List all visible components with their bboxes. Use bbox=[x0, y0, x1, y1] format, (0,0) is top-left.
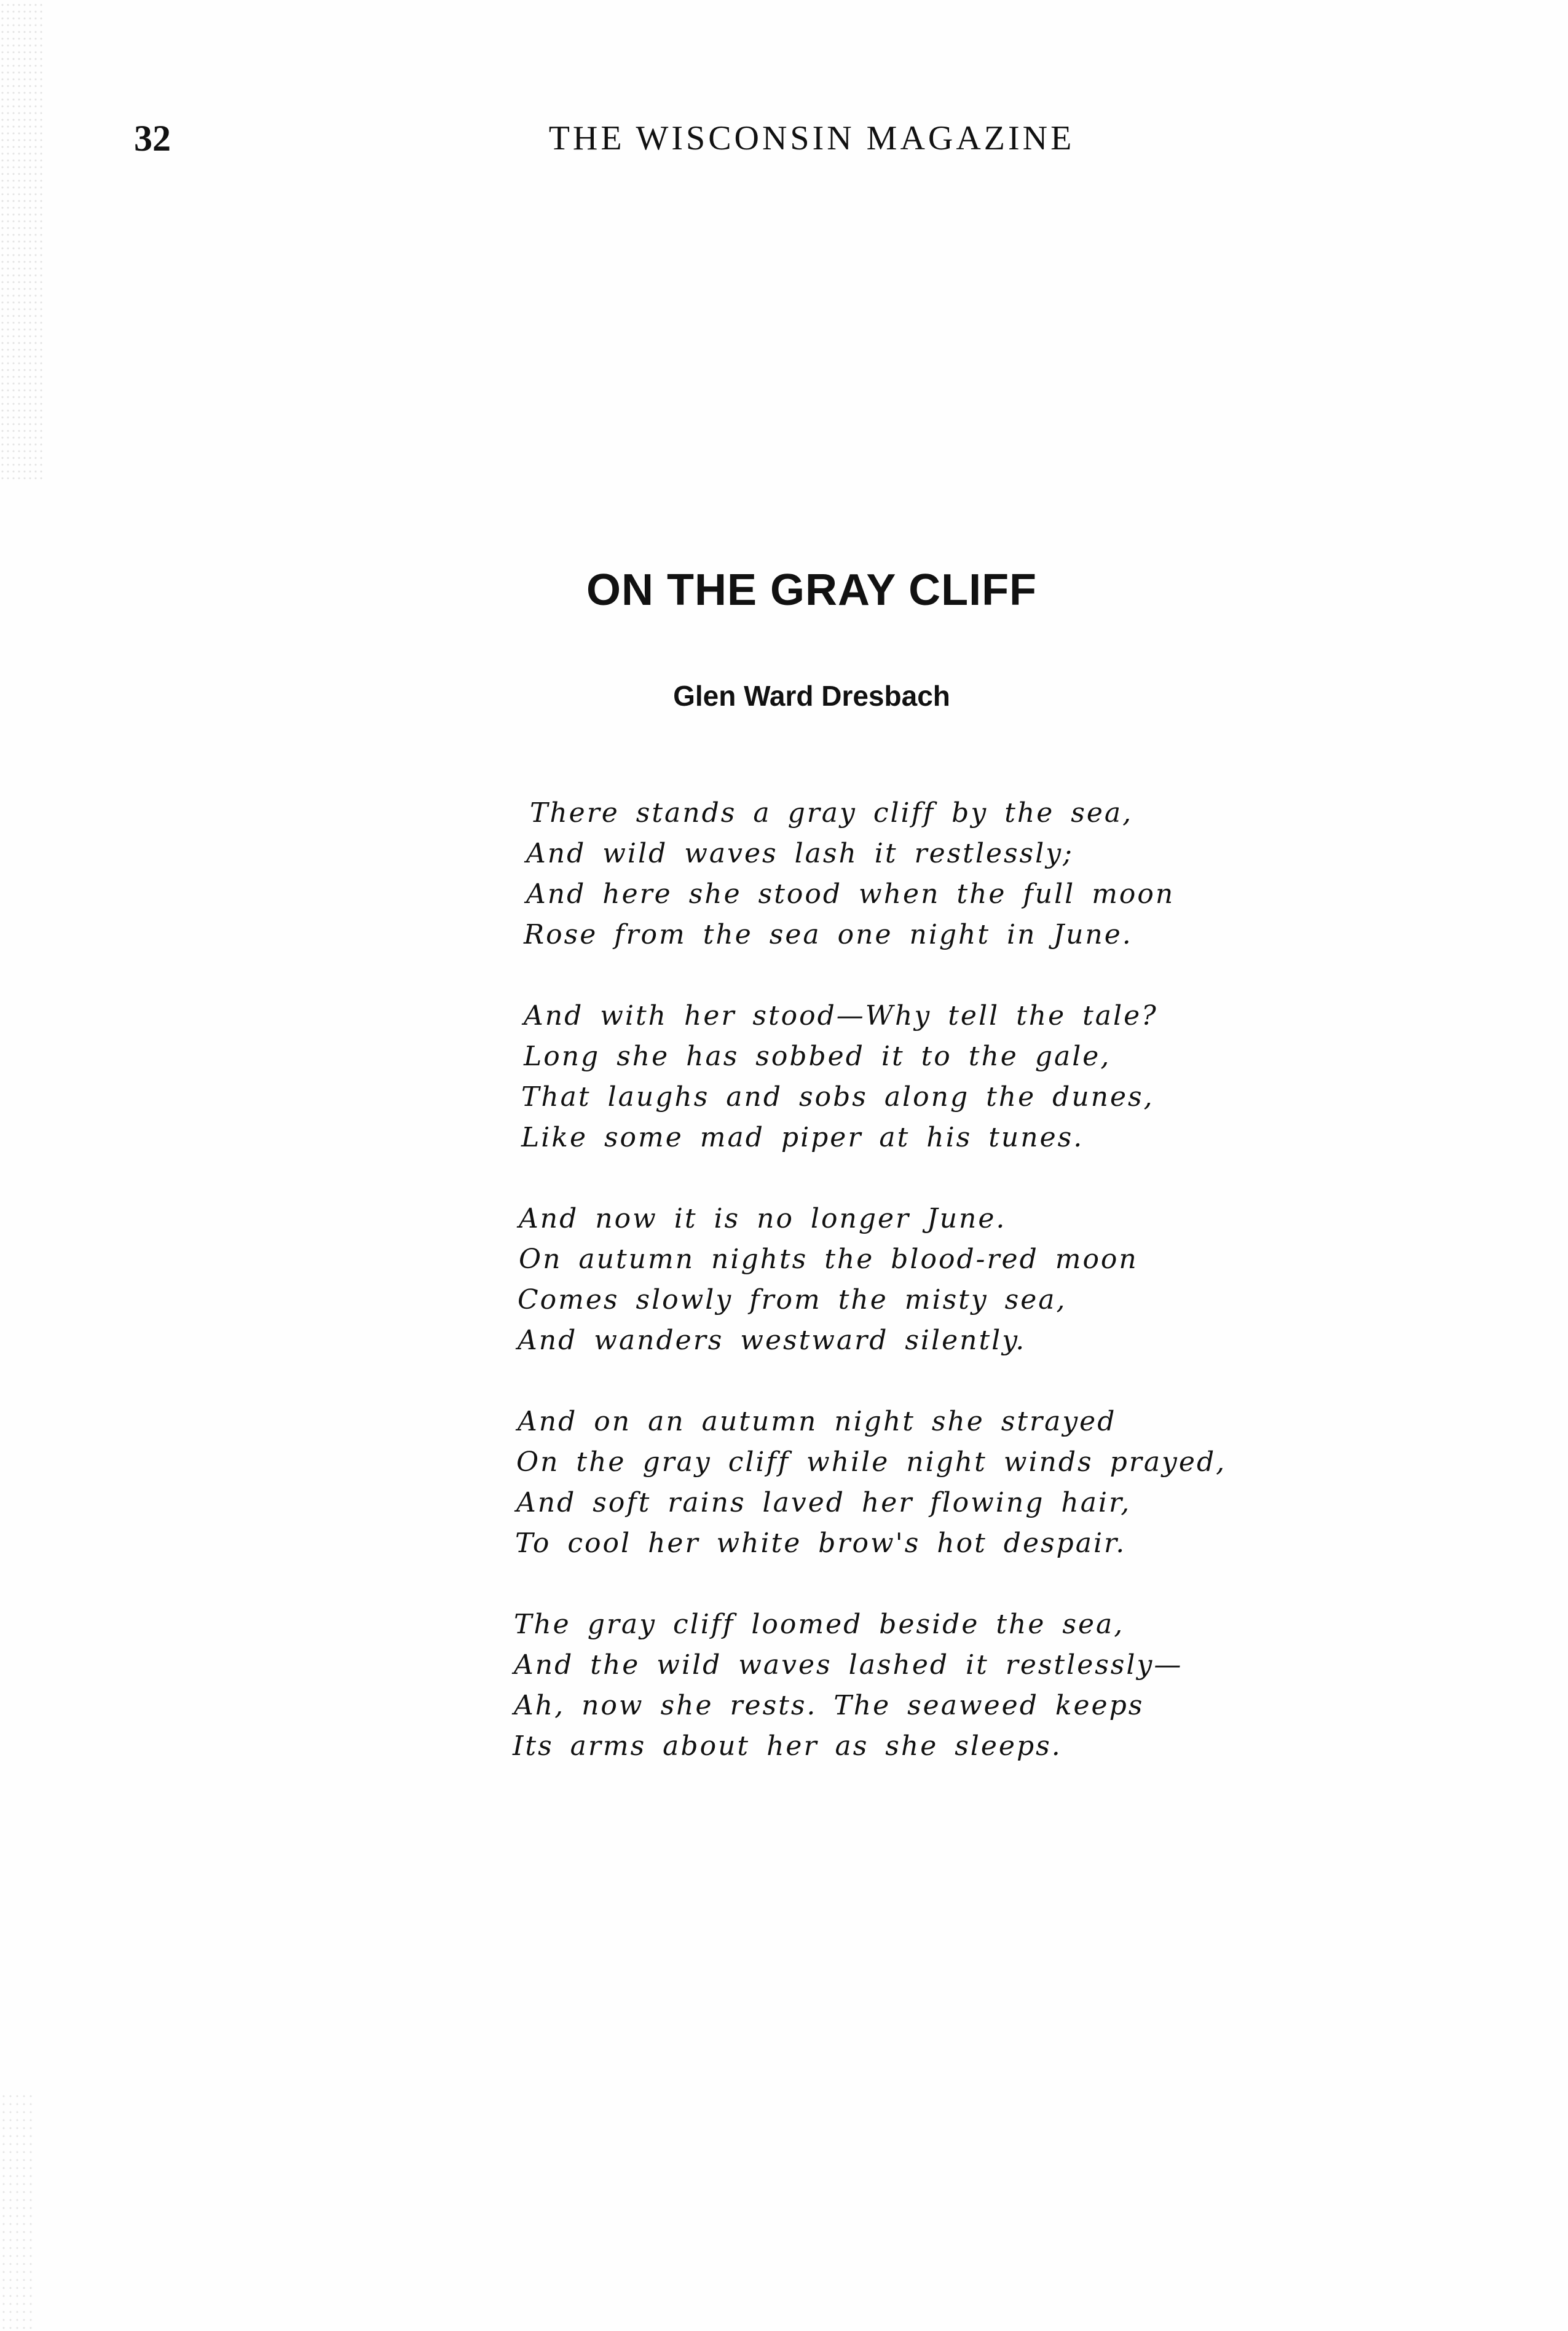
poem-line: And on an autumn night she strayed bbox=[518, 1406, 1117, 1437]
poem-body bbox=[509, 793, 1227, 1807]
poem-line: Long she has sobbed it to the gale, bbox=[524, 1041, 1111, 1072]
poem-line: And now it is no longer June. bbox=[519, 1203, 1007, 1234]
poem-line: Rose from the sea one night in June. bbox=[524, 919, 1133, 950]
poem-line: Ah, now she rests. The seaweed keeps bbox=[514, 1690, 1144, 1721]
poem-line: The gray cliff loomed beside the sea, bbox=[514, 1609, 1125, 1640]
poem-line: That laughs and sobs along the dunes, bbox=[521, 1081, 1154, 1113]
poem-line: There stands a gray cliff by the sea, bbox=[530, 797, 1133, 829]
poem-line: On the gray cliff while night winds prayed, bbox=[516, 1446, 1227, 1478]
stanza-4 bbox=[509, 1402, 1227, 1564]
poem-line: Its arms about her as she sleeps. bbox=[513, 1730, 1062, 1762]
poem-line: And here she stood when the full moon bbox=[526, 878, 1175, 910]
poem-line: And wild waves lash it restlessly; bbox=[526, 838, 1074, 869]
page-edge-speckle-bottom bbox=[0, 2090, 34, 2331]
poem-line: And the wild waves lashed it restlessly— bbox=[514, 1649, 1183, 1681]
journal-title: THE WISCONSIN MAGAZINE bbox=[548, 119, 1075, 157]
poem-line: Like some mad piper at his tunes. bbox=[521, 1122, 1084, 1153]
page-edge-speckle bbox=[0, 0, 43, 479]
poem-author: Glen Ward Dresbach bbox=[673, 680, 950, 712]
stanza-5 bbox=[509, 1604, 1185, 1767]
poem-line: Comes slowly from the misty sea, bbox=[518, 1284, 1067, 1315]
stanza-2 bbox=[509, 996, 1185, 1158]
poem-line: And wanders westward silently. bbox=[518, 1325, 1026, 1356]
poem-line: To cool her white brow's hot despair. bbox=[515, 1528, 1127, 1559]
stanza-1 bbox=[509, 793, 1185, 955]
poem-line: And with her stood—Why tell the tale? bbox=[524, 1000, 1158, 1031]
poem-title: ON THE GRAY CLIFF bbox=[586, 566, 1038, 615]
poem-line: On autumn nights the blood-red moon bbox=[519, 1244, 1138, 1275]
page-number: 32 bbox=[134, 118, 171, 159]
stanza-3 bbox=[509, 1199, 1185, 1361]
running-head bbox=[0, 117, 1568, 166]
poem-line: And soft rains laved her flowing hair, bbox=[516, 1487, 1132, 1518]
